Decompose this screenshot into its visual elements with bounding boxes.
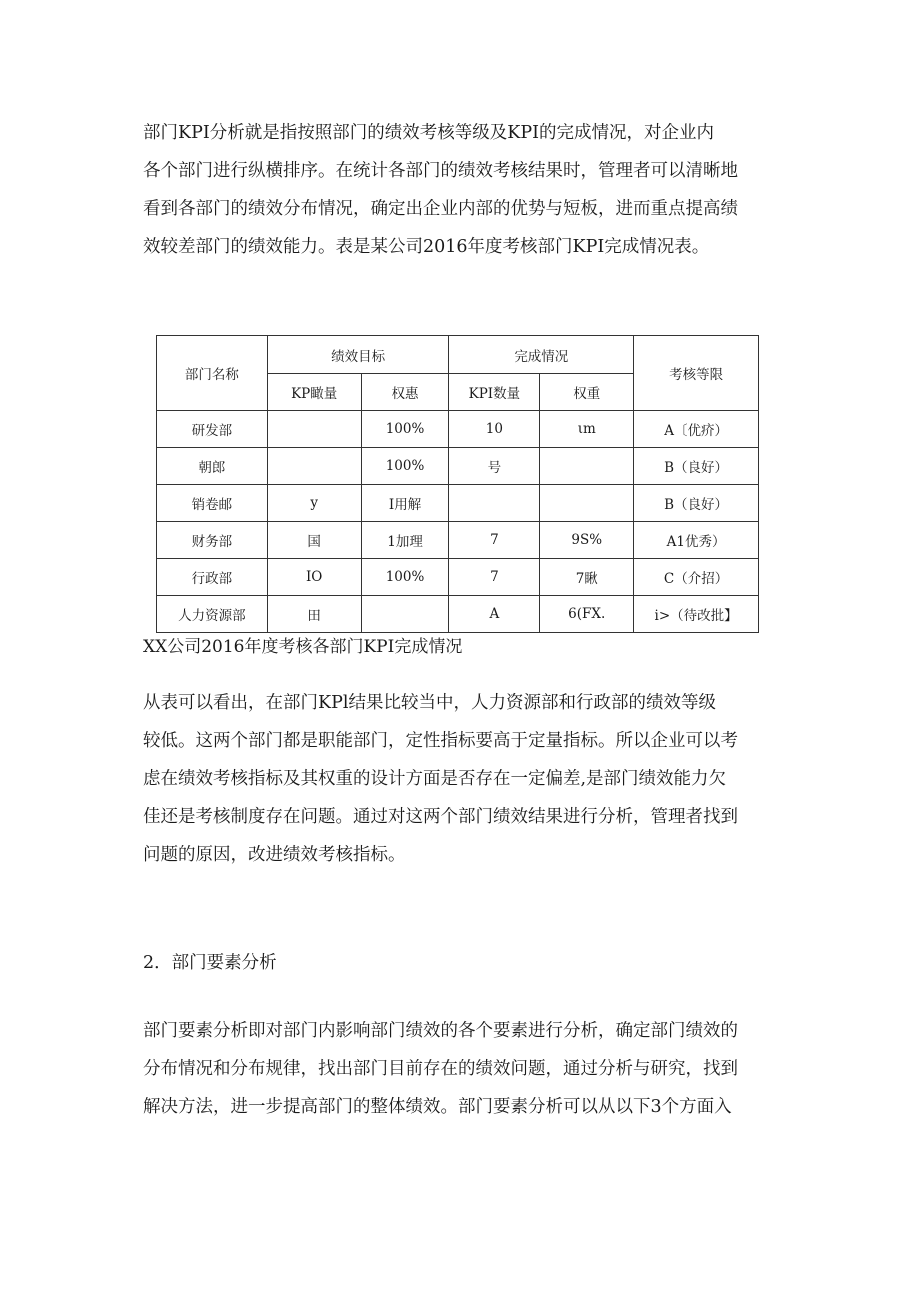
- cell-kpi-count: [449, 485, 540, 522]
- header-grade: 考核等限: [634, 336, 759, 411]
- table-caption: XX公司2016年度考核各部门KPI完成情况: [143, 637, 463, 657]
- header-kp-count: KP瞰量: [267, 374, 361, 411]
- text-line: 虑在绩效考核指标及其权重的设计方面是否存在一定偏差,是部门绩效能力欠: [143, 769, 727, 789]
- cell-kp-count: y: [267, 485, 361, 522]
- kpi-table: [156, 335, 759, 633]
- text-line: 佳还是考核制度存在问题。通过对这两个部门绩效结果进行分析，管理者找到: [143, 807, 738, 827]
- cell-kpi-count: 号: [449, 448, 540, 485]
- cell-kp-count: [267, 411, 361, 448]
- text-line: 分布情况和分布规律，找出部门目前存在的绩效问题，通过分析与研究，找到: [143, 1059, 738, 1079]
- header-weight-completion: 权重: [540, 374, 634, 411]
- cell-weight-target: 100%: [361, 448, 449, 485]
- cell-grade: B（良好）: [634, 448, 759, 485]
- cell-grade: A1优秀）: [634, 522, 759, 559]
- intro-paragraph: [143, 114, 783, 266]
- cell-kp-count: 国: [267, 522, 361, 559]
- header-kpi-count: KPI数量: [449, 374, 540, 411]
- cell-dept: 朝郎: [157, 448, 268, 485]
- table-header-row: [157, 336, 759, 374]
- text-line: 解决方法，进一步提高部门的整体绩效。部门要素分析可以从以下3个方面入: [143, 1097, 732, 1117]
- table-row: [157, 448, 759, 485]
- text-line: 各个部门进行纵横排序。在统计各部门的绩效考核结果时，管理者可以清晰地: [143, 161, 738, 181]
- cell-weight-target: 1加理: [361, 522, 449, 559]
- header-completion: 完成情况: [449, 336, 634, 374]
- cell-grade: C（介招）: [634, 559, 759, 596]
- text-line: 效较差部门的绩效能力。表是某公司2016年度考核部门KPI完成情况表。: [143, 237, 710, 257]
- header-dept: 部门名称: [157, 336, 268, 411]
- cell-kpi-count: 7: [449, 559, 540, 596]
- table-row: [157, 596, 759, 633]
- cell-grade: A〔优疥）: [634, 411, 759, 448]
- cell-grade: B（良好）: [634, 485, 759, 522]
- cell-dept: 研发部: [157, 411, 268, 448]
- analysis-paragraph: [143, 684, 783, 874]
- cell-grade: i>（待改批】: [634, 596, 759, 633]
- cell-weight-completion: [540, 448, 634, 485]
- table-row: [157, 411, 759, 448]
- cell-dept: 行政部: [157, 559, 268, 596]
- cell-kpi-count: A: [449, 596, 540, 633]
- cell-weight-completion: 6(FX.: [540, 596, 634, 633]
- cell-weight-completion: 7瞅: [540, 559, 634, 596]
- text-line: 问题的原因，改进绩效考核指标。: [143, 845, 406, 865]
- text-line: 部门KPI分析就是指按照部门的绩效考核等级及KPI的完成情况，对企业内: [143, 123, 715, 143]
- elements-paragraph: [143, 1012, 783, 1126]
- cell-weight-target: [361, 596, 449, 633]
- header-target: 绩效目标: [267, 336, 449, 374]
- cell-weight-target: I用解: [361, 485, 449, 522]
- text-line: 较低。这两个部门都是职能部门，定性指标要高于定量指标。所以企业可以考: [143, 731, 738, 751]
- cell-kp-count: 田: [267, 596, 361, 633]
- cell-dept: 人力资源部: [157, 596, 268, 633]
- cell-kpi-count: 10: [449, 411, 540, 448]
- cell-kp-count: IO: [267, 559, 361, 596]
- cell-weight-target: 100%: [361, 411, 449, 448]
- header-weight-target: 权惠: [361, 374, 449, 411]
- table-row: [157, 559, 759, 596]
- cell-kp-count: [267, 448, 361, 485]
- cell-weight-target: 100%: [361, 559, 449, 596]
- cell-weight-completion: 9S%: [540, 522, 634, 559]
- text-line: 从表可以看出，在部门KPl结果比较当中，人力资源部和行政部的绩效等级: [143, 693, 716, 713]
- cell-weight-completion: [540, 485, 634, 522]
- section-heading: 2．部门要素分析: [143, 953, 277, 973]
- cell-dept: 财务部: [157, 522, 268, 559]
- text-line: 看到各部门的绩效分布情况，确定出企业内部的优势与短板，进而重点提高绩: [143, 199, 738, 219]
- cell-dept: 销卷邮: [157, 485, 268, 522]
- table-row: [157, 522, 759, 559]
- cell-kpi-count: 7: [449, 522, 540, 559]
- text-line: 部门要素分析即对部门内影响部门绩效的各个要素进行分析，确定部门绩效的: [143, 1021, 738, 1041]
- cell-weight-completion: ιm: [540, 411, 634, 448]
- table-row: [157, 485, 759, 522]
